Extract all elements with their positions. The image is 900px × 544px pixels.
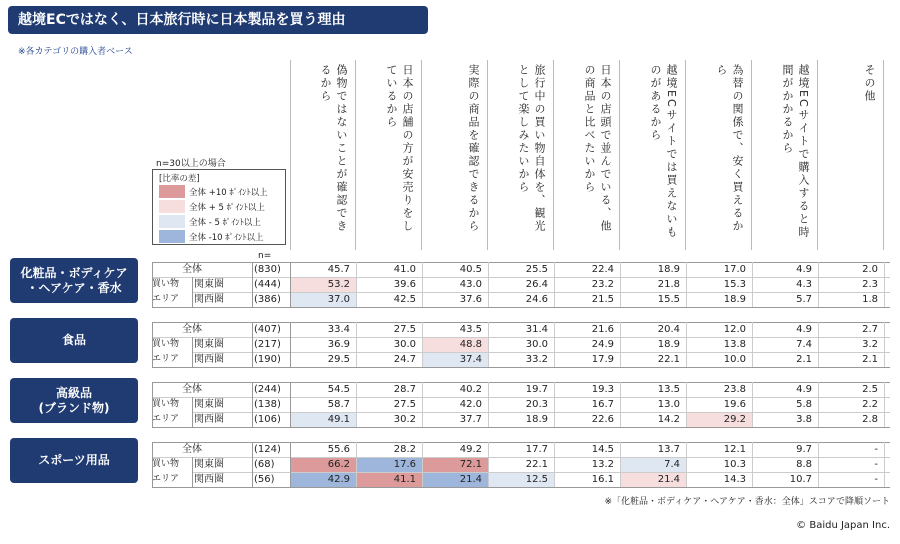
row-label-total: 全体 xyxy=(182,444,202,455)
value-cell: 49.1 xyxy=(290,412,356,427)
grid-line xyxy=(152,382,153,427)
value-cell: 72.1 xyxy=(422,457,488,472)
value-cell: 20.4 xyxy=(657,324,680,335)
grid-line xyxy=(884,262,885,307)
grid-line xyxy=(554,442,555,487)
value-cell: 5.8 xyxy=(796,399,812,410)
legend-item xyxy=(159,230,283,243)
value-cell: 18.9 xyxy=(723,294,746,305)
value-cell: 19.7 xyxy=(525,384,548,395)
legend-label: 全体 -10 ﾎﾟｲﾝﾄ以上 xyxy=(189,233,264,243)
legend-label: 全体 - 5 ﾎﾟｲﾝﾄ以上 xyxy=(189,218,261,228)
value-cell: 55.6 xyxy=(327,444,350,455)
row-label-region: 関東圏 xyxy=(194,279,224,290)
value-cell: - xyxy=(874,474,878,485)
grid-line xyxy=(152,442,890,443)
value-cell: 22.1 xyxy=(657,354,680,365)
grid-line xyxy=(818,442,819,487)
grid-line xyxy=(252,322,253,367)
value-cell: 66.2 xyxy=(290,457,356,472)
value-cell: 33.4 xyxy=(327,324,350,335)
row-label-region: 関東圏 xyxy=(194,339,224,350)
category-label xyxy=(10,378,138,423)
grid-line xyxy=(192,472,890,473)
value-cell: 12.5 xyxy=(488,472,554,487)
grid-line xyxy=(488,262,489,307)
value-cell: 43.5 xyxy=(459,324,482,335)
grid-line xyxy=(192,352,890,353)
grid-line xyxy=(192,277,193,307)
value-cell: 27.5 xyxy=(393,399,416,410)
value-cell: 37.6 xyxy=(459,294,482,305)
grid-line xyxy=(152,262,890,263)
value-cell: 2.3 xyxy=(862,279,878,290)
grid-line xyxy=(152,487,890,488)
grid-line xyxy=(620,442,621,487)
category-label-text: スポーツ用品 xyxy=(38,453,110,467)
legend-title: [比率の差] xyxy=(159,174,200,184)
grid-line xyxy=(422,382,423,427)
grid-line xyxy=(620,322,621,367)
sample-size: (444) xyxy=(254,279,281,290)
grid-line xyxy=(290,442,291,487)
column-header-label: 旅行中の買い物自体を、観光として楽しみたいから xyxy=(517,64,546,233)
value-cell: 19.6 xyxy=(723,399,746,410)
category-table xyxy=(152,382,890,428)
value-cell: 31.4 xyxy=(525,324,548,335)
grid-line xyxy=(252,262,253,307)
grid-line xyxy=(152,397,890,398)
value-cell: 2.7 xyxy=(862,324,878,335)
row-label-region: 関西圏 xyxy=(194,474,224,485)
value-cell: 15.3 xyxy=(723,279,746,290)
value-cell: 24.6 xyxy=(525,294,548,305)
row-group-label: 買い物 xyxy=(152,279,180,289)
table-row xyxy=(152,472,890,487)
value-cell: 21.5 xyxy=(591,294,614,305)
page-title: 越境ECではなく、日本旅行時に日本製品を買う理由 xyxy=(8,6,428,34)
grid-line xyxy=(356,262,357,307)
grid-line xyxy=(686,382,687,427)
value-cell: 1.8 xyxy=(862,294,878,305)
column-header-label: 越境ECサイトで購入すると時間がかかるから xyxy=(781,64,810,239)
value-cell: 8.8 xyxy=(796,459,812,470)
value-cell: 2.2 xyxy=(862,399,878,410)
category-label xyxy=(10,318,138,363)
column-header-label: 偽物ではないことが確認できるから xyxy=(319,64,348,233)
row-group-label: エリア xyxy=(152,354,180,364)
value-cell: 22.1 xyxy=(525,459,548,470)
value-cell: 23.2 xyxy=(591,279,614,290)
sample-size: (217) xyxy=(254,339,281,350)
value-cell: 49.2 xyxy=(459,444,482,455)
value-cell: 13.5 xyxy=(657,384,680,395)
value-cell: 22.6 xyxy=(591,414,614,425)
legend-label: 全体 + 5 ﾎﾟｲﾝﾄ以上 xyxy=(189,203,265,213)
row-label-total: 全体 xyxy=(182,264,202,275)
column-header-label: 越境ECサイトでは買えないものがあるから xyxy=(649,64,678,239)
value-cell: 21.8 xyxy=(657,279,680,290)
value-cell: 2.1 xyxy=(796,354,812,365)
column-header xyxy=(752,60,818,250)
grid-line xyxy=(356,382,357,427)
grid-line xyxy=(152,367,890,368)
grid-line xyxy=(554,322,555,367)
grid-line xyxy=(620,262,621,307)
value-cell: 17.6 xyxy=(356,457,422,472)
table-row xyxy=(152,352,890,367)
value-cell: 40.5 xyxy=(459,264,482,275)
grid-line xyxy=(252,442,253,487)
value-cell: 13.7 xyxy=(657,444,680,455)
grid-line xyxy=(818,382,819,427)
category-label-text: 化粧品・ボディケア ・ヘアケア・香水 xyxy=(20,265,128,295)
value-cell: 2.8 xyxy=(862,414,878,425)
category-label-text: 食品 xyxy=(61,333,86,347)
row-label-total: 全体 xyxy=(182,324,202,335)
grid-line xyxy=(152,322,890,323)
copyright: © Baidu Japan Inc. xyxy=(796,520,890,531)
grid-line xyxy=(554,382,555,427)
value-cell: 10.0 xyxy=(723,354,746,365)
grid-line xyxy=(356,322,357,367)
value-cell: 16.7 xyxy=(591,399,614,410)
grid-line xyxy=(752,262,753,307)
value-cell: 4.3 xyxy=(796,279,812,290)
sample-size: (386) xyxy=(254,294,281,305)
value-cell: 22.4 xyxy=(591,264,614,275)
value-cell: 4.9 xyxy=(796,264,812,275)
value-cell: 24.9 xyxy=(591,339,614,350)
grid-line xyxy=(488,382,489,427)
grid-line xyxy=(422,442,423,487)
legend-swatch xyxy=(159,215,185,228)
value-cell: 13.8 xyxy=(723,339,746,350)
value-cell: - xyxy=(874,459,878,470)
value-cell: 10.7 xyxy=(789,474,812,485)
value-cell: 14.2 xyxy=(657,414,680,425)
grid-line xyxy=(884,322,885,367)
value-cell: 10.3 xyxy=(723,459,746,470)
grid-line xyxy=(152,427,890,428)
grid-line xyxy=(686,322,687,367)
column-header-label: 実際の商品を確認できるから xyxy=(467,64,480,233)
value-cell: 42.9 xyxy=(290,472,356,487)
table-row xyxy=(152,322,890,337)
legend-swatch xyxy=(159,185,185,198)
grid-line xyxy=(488,322,489,367)
grid-line xyxy=(152,442,153,487)
column-header-label: 日本の店舗の方が安売りをしているから xyxy=(385,64,414,233)
legend-item xyxy=(159,185,283,198)
value-cell: 3.2 xyxy=(862,339,878,350)
value-cell: 28.7 xyxy=(393,384,416,395)
value-cell: 2.0 xyxy=(862,264,878,275)
column-header xyxy=(686,60,752,250)
value-cell: 18.9 xyxy=(525,414,548,425)
value-cell: 37.7 xyxy=(459,414,482,425)
category-table xyxy=(152,442,890,488)
value-cell: 29.5 xyxy=(327,354,350,365)
grid-line xyxy=(422,262,423,307)
table-row xyxy=(152,457,890,472)
value-cell: 14.5 xyxy=(591,444,614,455)
value-cell: 21.4 xyxy=(422,472,488,487)
value-cell: 30.2 xyxy=(393,414,416,425)
value-cell: 2.5 xyxy=(862,384,878,395)
grid-line xyxy=(686,442,687,487)
legend-item xyxy=(159,215,283,228)
n-header: n= xyxy=(258,251,272,261)
value-cell: 43.0 xyxy=(459,279,482,290)
value-cell: 7.4 xyxy=(620,457,686,472)
grid-line xyxy=(152,307,890,308)
footnote: ※「化粧品・ボディケア・ヘアケア・香水：全体」スコアで降順ソート xyxy=(604,497,890,507)
column-header-label: 日本の店頭で並んでいる、他の商品と比べたいから xyxy=(583,64,612,233)
value-cell: 18.9 xyxy=(657,339,680,350)
value-cell: 18.9 xyxy=(657,264,680,275)
value-cell: 2.1 xyxy=(862,354,878,365)
column-header xyxy=(356,60,422,250)
value-cell: 21.4 xyxy=(620,472,686,487)
value-cell: 41.0 xyxy=(393,264,416,275)
grid-line xyxy=(192,292,890,293)
value-cell: 15.5 xyxy=(657,294,680,305)
column-header xyxy=(620,60,686,250)
grid-line xyxy=(686,262,687,307)
n-condition-note: n=30以上の場合 xyxy=(156,159,226,169)
table-row xyxy=(152,337,890,352)
grid-line xyxy=(620,382,621,427)
sample-size: (124) xyxy=(254,444,281,455)
table-row xyxy=(152,277,890,292)
row-label-region: 関西圏 xyxy=(194,294,224,305)
row-group-label: エリア xyxy=(152,474,180,484)
grid-line xyxy=(192,397,193,427)
legend xyxy=(152,169,286,245)
value-cell: 5.7 xyxy=(796,294,812,305)
grid-line xyxy=(152,337,890,338)
value-cell: 14.3 xyxy=(723,474,746,485)
column-header xyxy=(818,60,884,250)
sample-size: (830) xyxy=(254,264,281,275)
row-group-label: 買い物 xyxy=(152,459,180,469)
value-cell: 37.0 xyxy=(290,292,356,307)
category-label xyxy=(10,258,138,303)
value-cell: 4.9 xyxy=(796,324,812,335)
column-header xyxy=(422,60,488,250)
category-label xyxy=(10,438,138,483)
value-cell: 42.5 xyxy=(393,294,416,305)
value-cell: 3.8 xyxy=(796,414,812,425)
value-cell: 30.0 xyxy=(525,339,548,350)
row-label-region: 関東圏 xyxy=(194,399,224,410)
column-header-label: 為替の関係で、安く買えるから xyxy=(715,64,744,233)
grid-line xyxy=(290,322,291,367)
grid-line xyxy=(252,382,253,427)
table-row xyxy=(152,412,890,427)
grid-line xyxy=(488,442,489,487)
grid-line xyxy=(422,322,423,367)
column-header xyxy=(290,60,356,250)
base-note: ※各カテゴリの購入者ベース xyxy=(18,47,133,57)
grid-line xyxy=(752,442,753,487)
row-label-region: 関西圏 xyxy=(194,414,224,425)
category-label-text: 高級品 (ブランド物) xyxy=(38,385,110,415)
value-cell: 58.7 xyxy=(327,399,350,410)
grid-line xyxy=(290,382,291,427)
value-cell: - xyxy=(874,444,878,455)
value-cell: 39.6 xyxy=(393,279,416,290)
value-cell: 30.0 xyxy=(393,339,416,350)
value-cell: 42.0 xyxy=(459,399,482,410)
grid-line xyxy=(152,382,890,383)
grid-line xyxy=(818,322,819,367)
value-cell: 17.9 xyxy=(591,354,614,365)
category-table xyxy=(152,262,890,308)
value-cell: 53.2 xyxy=(290,277,356,292)
value-cell: 25.5 xyxy=(525,264,548,275)
sample-size: (106) xyxy=(254,414,281,425)
value-cell: 48.8 xyxy=(422,337,488,352)
sample-size: (56) xyxy=(254,474,275,485)
legend-swatch xyxy=(159,200,185,213)
legend-swatch xyxy=(159,230,185,243)
column-header xyxy=(488,60,554,250)
value-cell: 24.7 xyxy=(393,354,416,365)
grid-line xyxy=(752,322,753,367)
value-cell: 16.1 xyxy=(591,474,614,485)
grid-line xyxy=(152,262,153,307)
grid-line xyxy=(152,277,890,278)
value-cell: 29.2 xyxy=(686,412,752,427)
grid-line xyxy=(290,262,291,307)
table-row xyxy=(152,292,890,307)
value-cell: 27.5 xyxy=(393,324,416,335)
sample-size: (244) xyxy=(254,384,281,395)
value-cell: 26.4 xyxy=(525,279,548,290)
legend-label: 全体 +10 ﾎﾟｲﾝﾄ以上 xyxy=(189,188,268,198)
legend-item xyxy=(159,200,283,213)
category-table xyxy=(152,322,890,368)
table-row xyxy=(152,397,890,412)
grid-line xyxy=(752,382,753,427)
value-cell: 33.2 xyxy=(525,354,548,365)
grid-line xyxy=(192,457,193,487)
grid-line xyxy=(152,457,890,458)
value-cell: 21.6 xyxy=(591,324,614,335)
table-row xyxy=(152,382,890,397)
value-cell: 23.8 xyxy=(723,384,746,395)
grid-line xyxy=(818,262,819,307)
grid-line xyxy=(884,442,885,487)
value-cell: 13.2 xyxy=(591,459,614,470)
grid-line xyxy=(192,412,890,413)
value-cell: 20.3 xyxy=(525,399,548,410)
row-group-label: 買い物 xyxy=(152,399,180,409)
value-cell: 17.7 xyxy=(525,444,548,455)
grid-line xyxy=(152,322,153,367)
grid-line xyxy=(192,337,193,367)
row-group-label: エリア xyxy=(152,294,180,304)
row-label-region: 関西圏 xyxy=(194,354,224,365)
row-label-total: 全体 xyxy=(182,384,202,395)
grid-line xyxy=(356,442,357,487)
value-cell: 19.3 xyxy=(591,384,614,395)
value-cell: 12.1 xyxy=(723,444,746,455)
value-cell: 45.7 xyxy=(327,264,350,275)
value-cell: 4.9 xyxy=(796,384,812,395)
value-cell: 40.2 xyxy=(459,384,482,395)
grid-line xyxy=(884,382,885,427)
grid-line xyxy=(554,262,555,307)
column-header xyxy=(554,60,620,250)
value-cell: 12.0 xyxy=(723,324,746,335)
value-cell: 7.4 xyxy=(796,339,812,350)
row-group-label: エリア xyxy=(152,414,180,424)
value-cell: 13.0 xyxy=(657,399,680,410)
table-row xyxy=(152,442,890,457)
sample-size: (138) xyxy=(254,399,281,410)
value-cell: 37.4 xyxy=(422,352,488,367)
value-cell: 17.0 xyxy=(723,264,746,275)
sample-size: (68) xyxy=(254,459,275,470)
table-row xyxy=(152,262,890,277)
column-header-label: その他 xyxy=(863,64,876,103)
value-cell: 54.5 xyxy=(327,384,350,395)
row-label-region: 関東圏 xyxy=(194,459,224,470)
sample-size: (407) xyxy=(254,324,281,335)
row-group-label: 買い物 xyxy=(152,339,180,349)
value-cell: 9.7 xyxy=(796,444,812,455)
value-cell: 36.9 xyxy=(327,339,350,350)
value-cell: 41.1 xyxy=(356,472,422,487)
value-cell: 28.2 xyxy=(393,444,416,455)
sample-size: (190) xyxy=(254,354,281,365)
